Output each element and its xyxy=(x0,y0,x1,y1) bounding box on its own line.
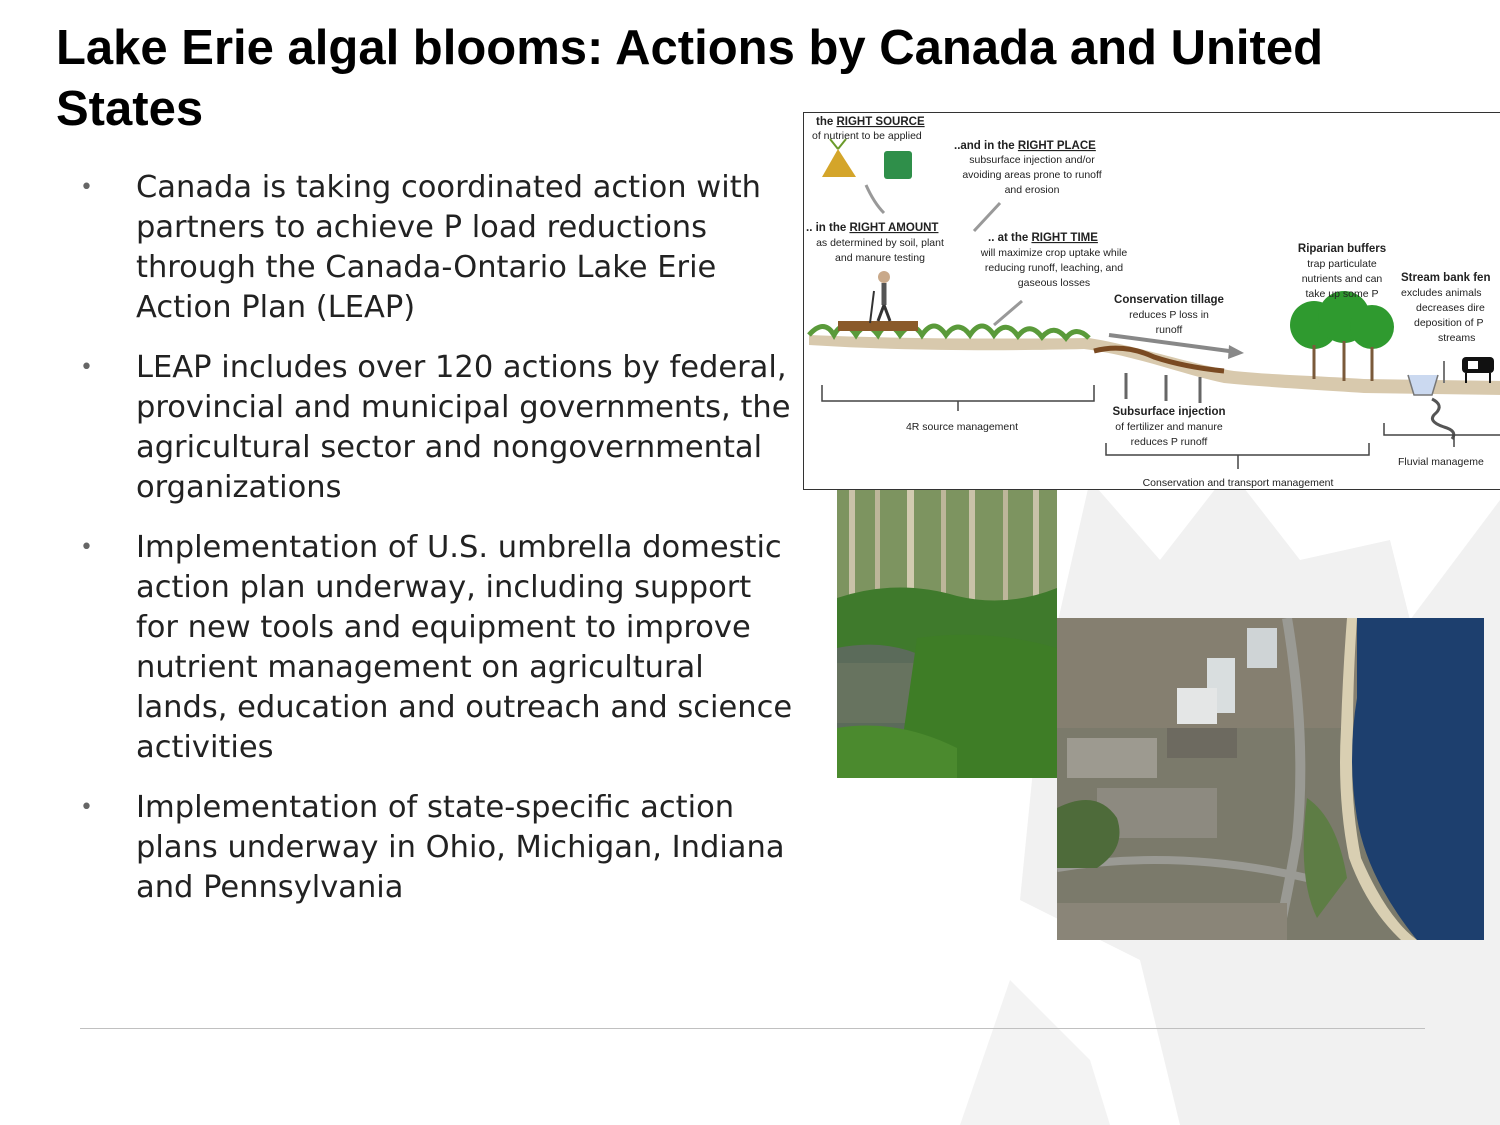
subsurface-injection-desc-1: of fertilizer and manure xyxy=(1115,421,1223,433)
right-amount-desc-2: and manure testing xyxy=(835,252,925,264)
bullet-marker: • xyxy=(80,175,93,200)
manure-pile-icon xyxy=(822,149,856,177)
subsurface-injection-desc-2: reduces P runoff xyxy=(1130,436,1208,448)
bullet-item xyxy=(80,528,800,768)
stream-bank-desc-1: excludes animals xyxy=(1401,287,1482,299)
bullet-marker: • xyxy=(80,535,93,560)
place-arrow xyxy=(974,203,1000,231)
slide-title: Lake Erie algal blooms: Actions by Canada and United States xyxy=(56,21,1324,136)
tree-icon xyxy=(1350,305,1394,349)
right-source-label: the RIGHT SOURCE xyxy=(816,116,925,128)
bullet-text: LEAP includes over 120 actions by federal, provincial and municipal governments, the agricultural sector and nongovernmental organizations xyxy=(136,350,791,505)
stream-bank-desc-4: streams xyxy=(1438,332,1476,344)
soil-block xyxy=(838,321,918,331)
riparian-buffers-desc-2: nutrients and can xyxy=(1301,273,1383,285)
stream-bank-title: Stream bank fen xyxy=(1401,272,1491,284)
right-amount-desc-1: as determined by soil, plant xyxy=(816,237,944,249)
label-fluvial-management: Fluvial manageme xyxy=(1398,456,1484,468)
ground-profile xyxy=(809,335,1500,395)
nutrient-management-diagram xyxy=(803,112,1500,490)
right-place-label: ..and in the RIGHT PLACE xyxy=(954,140,1096,152)
farmer-leg xyxy=(884,305,890,321)
bullet-item xyxy=(80,348,800,508)
stream-bank-desc-3: deposition of P xyxy=(1414,317,1484,329)
right-place-desc-2: avoiding areas prone to runoff xyxy=(962,169,1102,181)
right-time-desc-2: reducing runoff, leaching, and xyxy=(984,262,1124,274)
right-source-desc: of nutrient to be applied xyxy=(812,130,922,142)
farmer-leg xyxy=(878,305,884,321)
farmer-icon xyxy=(878,271,890,283)
right-time-desc-3: gaseous losses xyxy=(1017,277,1091,289)
label-conservation-transport: Conservation and transport management xyxy=(1142,477,1334,489)
cow-spot xyxy=(1468,361,1478,369)
bullet-item xyxy=(80,788,800,908)
right-amount-label: .. in the RIGHT AMOUNT xyxy=(806,222,939,234)
source-arrow xyxy=(866,185,884,213)
right-time-label: .. at the RIGHT TIME xyxy=(988,232,1098,244)
conservation-tillage-desc-2: runoff xyxy=(1155,324,1183,336)
footer-divider xyxy=(80,1028,1425,1029)
aerial-city-photo xyxy=(1057,618,1484,940)
runoff-arrowhead xyxy=(1228,345,1244,359)
bullet-text: Implementation of state-specific action plans underway in Ohio, Michigan, Indiana and Pennsylvania xyxy=(136,790,785,905)
label-4r-source-management: 4R source management xyxy=(905,421,1019,433)
right-place-desc-1: subsurface injection and/or xyxy=(969,154,1095,166)
bullet-text: Implementation of U.S. umbrella domestic action plan underway, including support for new tools and equipment to improve nutrient management on agricultural lands, education and outreach and science activities xyxy=(136,530,793,765)
conservation-tillage-desc-1: reduces P loss in xyxy=(1129,309,1209,321)
bullet-text: Canada is taking coordinated action with partners to achieve P load reductions through the Canada-Ontario Lake Erie Action Plan (LEAP) xyxy=(136,170,761,325)
stream-bank-desc-2: decreases dire xyxy=(1416,302,1485,314)
riparian-buffers-title: Riparian buffers xyxy=(1297,243,1387,255)
stream-channel xyxy=(1408,375,1438,395)
fertilizer-bag-icon xyxy=(884,151,912,179)
soil-probe xyxy=(870,291,874,323)
right-time-desc-1: will maximize crop uptake while xyxy=(980,247,1128,259)
bracket-4r xyxy=(822,385,1094,401)
bullet-marker: • xyxy=(80,795,93,820)
time-arrow xyxy=(994,301,1022,325)
riparian-buffers-desc-3: take up some P xyxy=(1305,288,1379,300)
right-place-desc-3: and erosion xyxy=(1004,184,1060,196)
bullet-list xyxy=(80,168,800,928)
conservation-tillage-title: Conservation tillage xyxy=(1114,294,1224,306)
riparian-forest-photo xyxy=(837,488,1057,778)
stream-line xyxy=(1432,399,1454,439)
bullet-item xyxy=(80,168,800,328)
riparian-buffers-desc-1: trap particulate xyxy=(1307,258,1377,270)
bullet-marker: • xyxy=(80,355,93,380)
subsurface-injection-title: Subsurface injection xyxy=(1112,406,1226,418)
